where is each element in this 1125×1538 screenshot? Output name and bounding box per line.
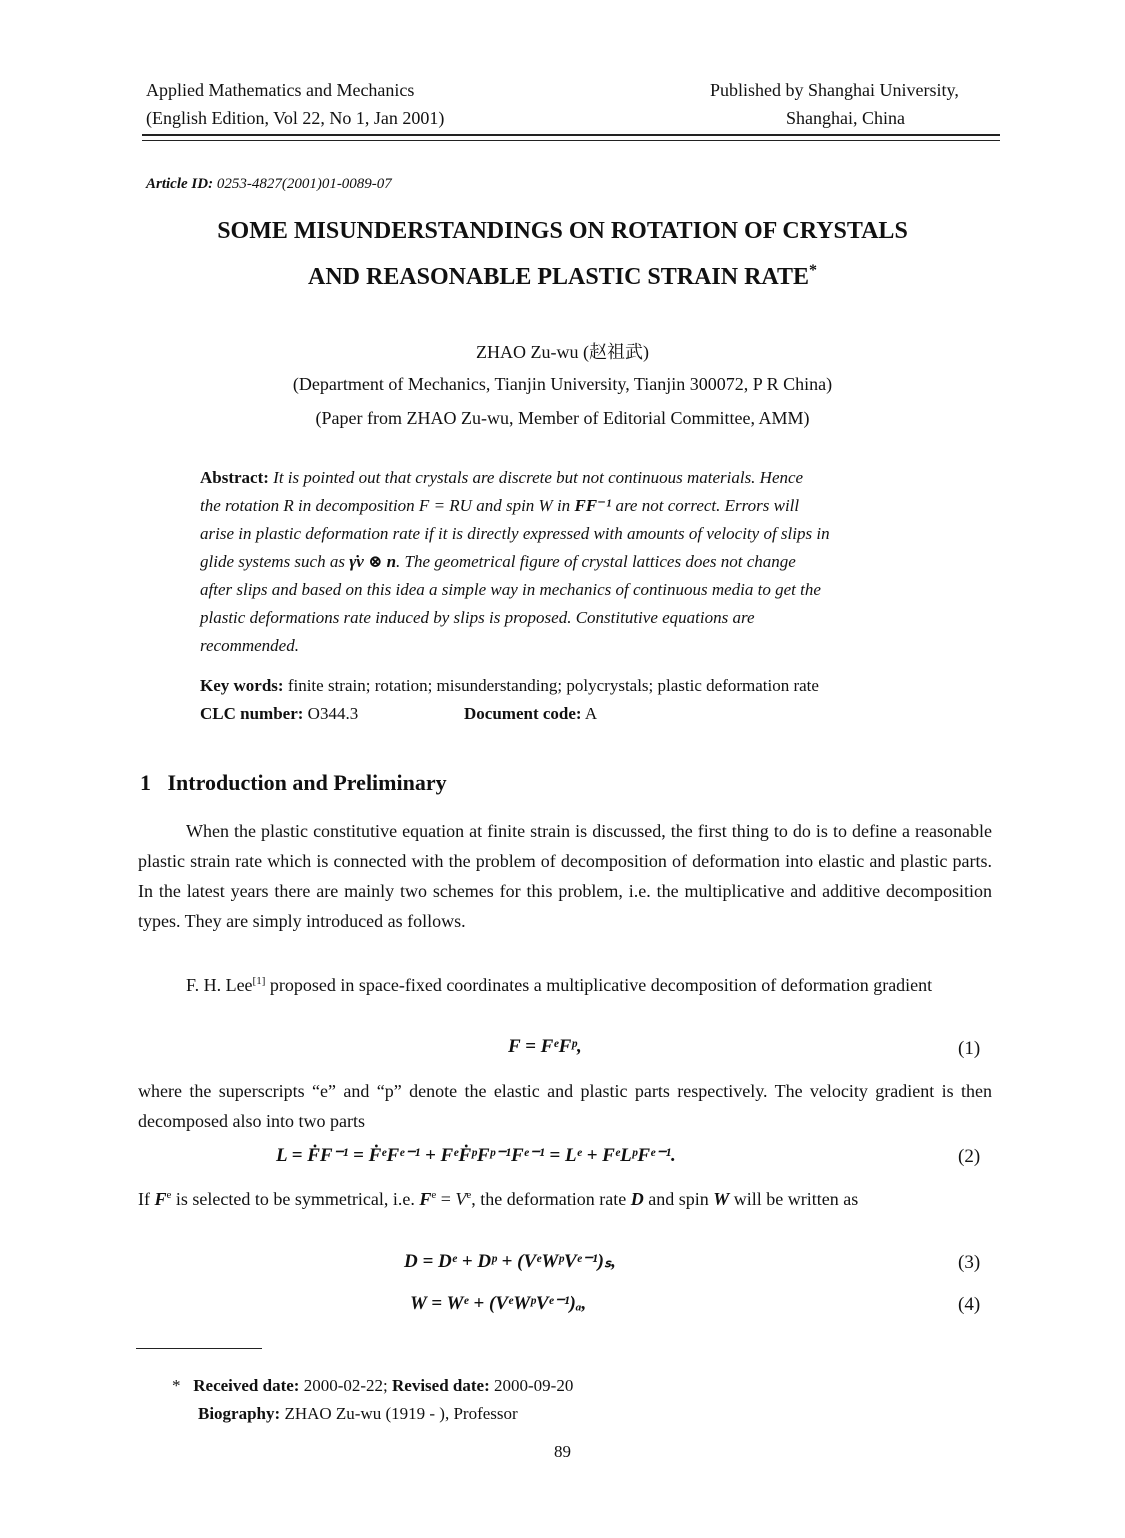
abstract-text: . The geometrical figure of crystal lattices does not change <box>396 552 796 571</box>
abstract-line <box>200 604 938 632</box>
body-text: proposed in space-fixed coordinates a multiplicative decomposition of deformation gradient <box>265 975 933 995</box>
clc-number <box>200 704 358 724</box>
equation-2: L = ḞF⁻¹ = ḞᵉFᵉ⁻¹ + FᵉḞᵖFᵖ⁻¹Fᵉ⁻¹ = Lᵉ + FᵉLᵖFᵉ⁻¹. <box>276 1145 676 1166</box>
abstract-text: after slips and based on this idea a simple way in mechanics of continuous media to get the <box>200 580 821 599</box>
footnote-mark: * <box>172 1376 181 1395</box>
body-paragraph: When the plastic constitutive equation at finite strain is discussed, the first thing to do is to define a reasonable plastic strain rate which is connected with the problem of decomposition of deformation into elastic and plastic parts. In the latest years there are mainly two schemes for this problem, i.e. the multiplicative and additive decomposition types. They are simply introduced as follows. <box>138 821 992 931</box>
abstract-text: the rotation R in decomposition F = RU and spin W in <box>200 496 571 515</box>
keywords-label: Key words: <box>200 676 284 695</box>
abstract-text: are not correct. Errors will <box>615 496 800 515</box>
body-text: , the deformation rate <box>471 1189 627 1209</box>
title-line1: SOME MISUNDERSTANDINGS ON ROTATION OF CRYSTALS <box>217 218 908 244</box>
abstract-line <box>200 520 938 548</box>
footnote-dates <box>172 1376 573 1396</box>
received-date: 2000-02-22; <box>303 1376 388 1395</box>
body-text: and spin <box>648 1189 709 1209</box>
abstract-formula: γ̇v ⊗ n <box>349 552 397 571</box>
keywords-list: finite strain; rotation; misunderstanding; polycrystals; plastic deformation rate <box>287 676 819 695</box>
revised-date: 2000-09-20 <box>494 1376 574 1395</box>
section-number: 1 <box>140 770 151 795</box>
abstract-line <box>200 576 938 604</box>
footnote-rule <box>136 1348 262 1349</box>
clc-value: O344.3 <box>307 704 359 723</box>
publisher-line2: Shanghai, China <box>786 108 905 128</box>
abstract-formula: FF⁻¹ <box>574 496 612 515</box>
header-rule-top <box>142 134 1000 136</box>
body-paragraph <box>138 966 992 1000</box>
body-text: is selected to be symmetrical, i.e. <box>175 1189 415 1209</box>
body-text: F. H. Lee <box>186 975 253 995</box>
abstract-line <box>200 464 938 492</box>
affiliation: (Department of Mechanics, Tianjin University, Tianjin 300072, P R China) <box>292 374 833 394</box>
abstract-label: Abstract: <box>200 468 269 487</box>
body-paragraph: If $F^e$ is selected to be symmetrical, i.e. $F^e = V^e$, the deformation rate D and spin W will be written as <box>138 1189 859 1209</box>
equation-2-number: (2) <box>958 1146 981 1167</box>
abstract-line <box>200 548 938 576</box>
header-rule-bottom <box>142 140 1000 141</box>
body-text: If <box>138 1189 150 1209</box>
doc-code-label: Document code: <box>464 704 582 723</box>
biography-text: ZHAO Zu-wu (1919 - ), Professor <box>284 1404 518 1423</box>
body-paragraph: where the superscripts “e” and “p” denote the elastic and plastic parts respectively. The velocity gradient is then decomposed also into two parts <box>138 1081 992 1131</box>
title-line2-text: AND REASONABLE PLASTIC STRAIN RATE <box>308 264 809 290</box>
page-number: 89 <box>554 1442 571 1461</box>
abstract-text: plastic deformations rate induced by slips is proposed. Constitutive equations are <box>200 608 755 627</box>
equation-4: W = Wᵉ + (VᵉWᵖVᵉ⁻¹)ₐ, <box>410 1293 587 1314</box>
article-id-label: Article ID: <box>146 176 214 192</box>
title-line2 <box>0 262 1125 291</box>
abstract <box>200 464 938 660</box>
journal-name: Applied Mathematics and Mechanics <box>146 80 415 100</box>
publisher-line1: Published by Shanghai University, <box>710 80 959 100</box>
abstract-line <box>200 492 938 520</box>
abstract-text: It is pointed out that crystals are discrete but not continuous materials. Hence <box>273 468 804 487</box>
equation-4-number: (4) <box>958 1294 981 1315</box>
citation-ref: [1] <box>252 975 266 987</box>
equation-1-number: (1) <box>958 1038 981 1059</box>
equation-3-number: (3) <box>958 1252 981 1273</box>
abstract-text: glide systems such as <box>200 552 345 571</box>
biography-label: Biography: <box>198 1404 281 1423</box>
section-heading <box>140 770 447 796</box>
revised-label: Revised date: <box>392 1376 490 1395</box>
clc-label: CLC number: <box>200 704 304 723</box>
keywords <box>200 676 819 696</box>
document-code <box>464 704 597 724</box>
equation-3: D = Dᵉ + Dᵖ + (VᵉWᵖVᵉ⁻¹)ₛ, <box>404 1251 616 1272</box>
journal-edition: (English Edition, Vol 22, No 1, Jan 2001) <box>146 108 445 128</box>
article-id-value: 0253-4827(2001)01-0089-07 <box>216 176 392 192</box>
article-id <box>146 176 392 193</box>
doc-code-value: A <box>584 704 598 723</box>
body-text: will be written as <box>733 1189 859 1209</box>
abstract-text: arise in plastic deformation rate if it is directly expressed with amounts of velocity of slips in <box>200 524 830 543</box>
section-title: Introduction and Preliminary <box>167 770 447 795</box>
paper-from: (Paper from ZHAO Zu-wu, Member of Editorial Committee, AMM) <box>315 408 810 428</box>
received-label: Received date: <box>193 1376 300 1395</box>
author: ZHAO Zu-wu (赵祖武) <box>476 342 649 362</box>
title-footnote-mark: * <box>809 262 817 279</box>
footnote-biography <box>198 1404 518 1424</box>
abstract-line <box>200 632 938 660</box>
equation-1: F = FᵉFᵖ, <box>508 1036 582 1057</box>
abstract-text: recommended. <box>200 636 299 655</box>
